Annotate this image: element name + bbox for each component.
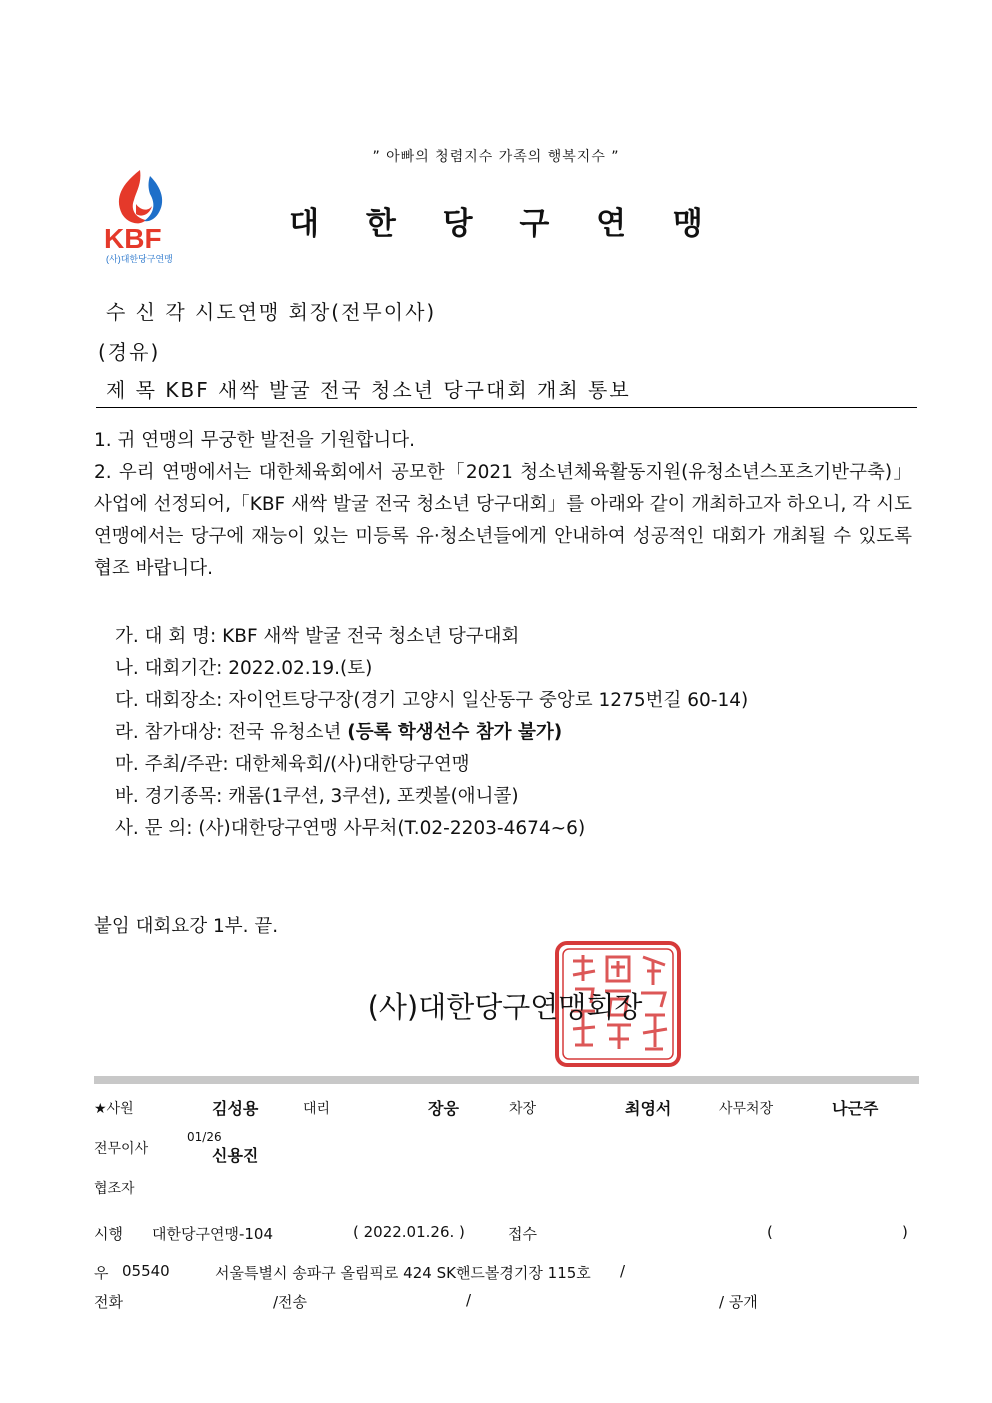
issue-date: ( 2022.01.26. ) <box>353 1223 465 1241</box>
approval-role: 차장 <box>509 1101 537 1117</box>
detail-item-date: 나. 대회기간: 2022.02.19.(토) <box>115 658 373 679</box>
approval-role: 전무이사 <box>94 1141 149 1157</box>
logo-subtext: (사)대한당구연맹 <box>106 254 173 264</box>
approval-role: ★사원 <box>94 1101 134 1117</box>
footer-divider-bar <box>94 1076 919 1084</box>
detail-item-name: 가. 대 회 명: KBF 새싹 발굴 전국 청소년 당구대회 <box>115 626 520 647</box>
issue-label: 시행 <box>94 1225 123 1243</box>
attachment-line: 붙임 대회요강 1부. 끝. <box>94 916 279 937</box>
approval-role: 사무처장 <box>719 1101 774 1117</box>
via-line: (경유) <box>98 340 161 364</box>
approval-name: 김성용 <box>212 1099 259 1118</box>
postal-code: 05540 <box>122 1262 170 1280</box>
approval-name: 최영서 <box>625 1099 672 1118</box>
detail-item-venue: 다. 대회장소: 자이언트당구장(경기 고양시 일산동구 중앙로 1275번길 60-14) <box>115 690 749 711</box>
approval-name: 신용진 <box>212 1146 259 1165</box>
postal-label: 우 <box>94 1264 109 1282</box>
logo-text: KBF <box>104 223 162 254</box>
header-divider <box>96 407 917 408</box>
detail-item-contact: 사. 문 의: (사)대한당구연맹 사무처(T.02-2203-4674~6) <box>115 818 586 839</box>
slogan: ” 아빠의 청렴지수 가족의 행복지수 ” <box>372 149 620 165</box>
receipt-open: ( <box>767 1223 773 1241</box>
approval-name: 장웅 <box>428 1099 459 1118</box>
approval-role: 대리 <box>303 1101 331 1117</box>
cooperator-label: 협조자 <box>94 1181 135 1197</box>
subject-line: 제 목 KBF 새싹 발굴 전국 청소년 당구대회 개최 통보 <box>106 378 631 402</box>
email-slash: / <box>466 1291 472 1309</box>
recipient-line: 수 신 각 시도연맹 회장(전무이사) <box>106 300 437 324</box>
fax-label: /전송 <box>273 1293 308 1311</box>
body-paragraph-2: 2. 우리 연맹에서는 대한체육회에서 공모한「2021 청소년체육활동지원(유청소년스포츠기반구축)」사업에 선정되어,「KBF 새싹 발굴 전국 청소년 당구대회」를 아래와 같이 개최하고자 하오니, 각 시도연맹에서는 당구에 재능이 있는 미등록 유·청소년들에게 안내하여 성공적인 대회가 개최될 수 있도록 협조 바랍니다. <box>94 462 912 579</box>
public-label: / 공개 <box>719 1293 758 1311</box>
issue-number: 대한당구연맹-104 <box>152 1225 273 1243</box>
address-slash: / <box>620 1262 626 1280</box>
approval-date: 01/26 <box>187 1130 222 1144</box>
detail-item-host: 마. 주최/주관: 대한체육회/(사)대한당구연맹 <box>115 754 470 775</box>
sender-signature: (사)대한당구연맹회장 <box>367 990 643 1024</box>
address: 서울특별시 송파구 올림픽로 424 SK핸드볼경기장 115호 <box>215 1264 591 1282</box>
receipt-close: ) <box>902 1223 908 1241</box>
receipt-label: 접수 <box>508 1225 537 1243</box>
detail-item-participants: 라. 참가대상: 전국 유청소년 (등록 학생선수 참가 불가) <box>115 722 563 743</box>
body-paragraph-1: 1. 귀 연맹의 무궁한 발전을 기원합니다. <box>94 430 416 451</box>
approval-name: 나근주 <box>832 1099 879 1118</box>
org-title: 대 한 당 구 연 맹 <box>289 206 721 242</box>
phone-label: 전화 <box>94 1293 123 1311</box>
detail-item-events: 바. 경기종목: 캐롬(1쿠션, 3쿠션), 포켓볼(애니콜) <box>115 786 519 807</box>
